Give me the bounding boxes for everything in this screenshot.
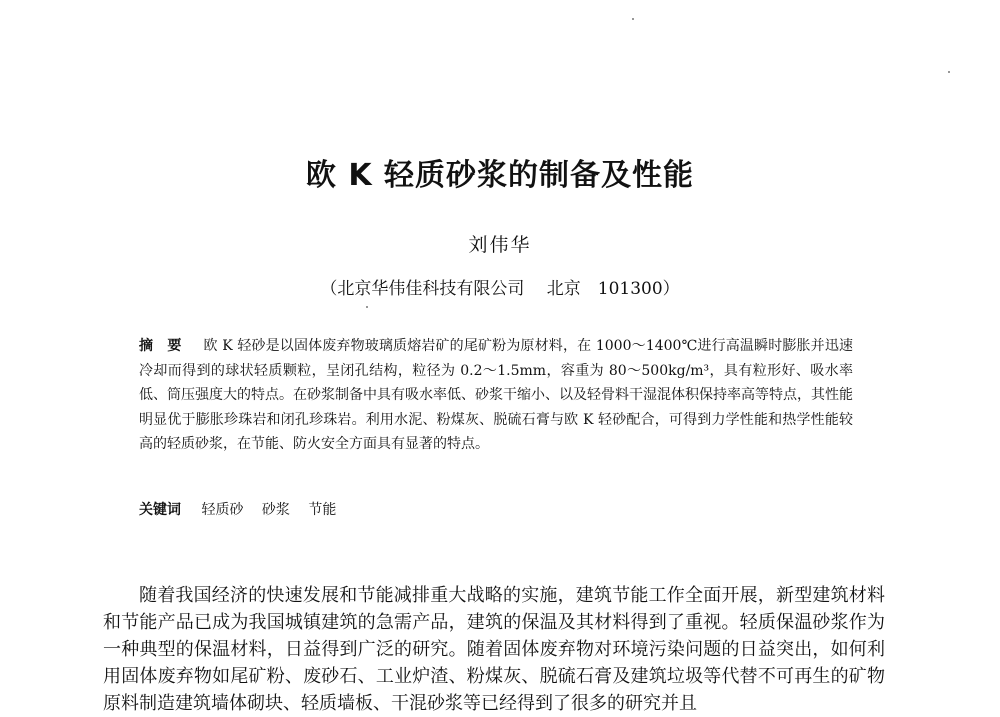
abstract-text: 欧 K 轻砂是以固体废弃物玻璃质熔岩矿的尾矿粉为原材料，在 1000～1400℃进行高温瞬时膨胀并迅速冷却而得到的球状轻质颗粒，呈闭孔结构，粒径为 0.2～1.5mm，容重为 80～500kg/m³，具有粒形好、吸水率低、筒压强度大的特点。在砂浆制备中具有吸水率低、砂浆干缩小、以及轻骨料干湿混体积保持率高等特点，其性能明显优于膨胀珍珠岩和闭孔珍珠岩。利用水泥、粉煤灰、脱硫石膏与欧 K 轻砂配合，可得到力学性能和热学性能较高的轻质砂浆，在节能、防火安全方面具有显著的特点。 [139,338,854,452]
author-name: 刘伟华 [468,234,532,256]
keyword-item: 节能 [308,502,337,518]
author-affiliation: （北京华伟佳科技有限公司 北京 101300） [320,279,680,299]
keyword-item: 砂浆 [261,502,290,518]
scan-speck [632,18,634,20]
abstract [139,334,853,457]
scan-speck [366,306,368,308]
keywords-label: 关键词 [139,502,181,518]
abstract-label: 摘 要 [139,338,182,354]
keyword-item: 轻质砂 [201,502,244,518]
body-paragraph: 随着我国经济的快速发展和节能减排重大战略的实施，建筑节能工作全面开展，新型建筑材料和节能产品已成为我国城镇建筑的急需产品，建筑的保温及其材料得到了重视。轻质保温砂浆作为一种典型的保温材料，日益得到广泛的研究。随着固体废弃物对环境污染问题的日益突出，如何利用固体废弃物如尾矿粉、废砂石、工业炉渣、粉煤灰、脱硫石膏及建筑垃圾等代替不可再生的矿物原料制造建筑墙体砌块、轻质墙板、干混砂浆等已经得到了很多的研究并且 [103,585,885,714]
keywords [139,498,853,522]
scan-speck [948,71,950,73]
paper-title: 欧 K 轻质砂浆的制备及性能 [305,158,695,193]
